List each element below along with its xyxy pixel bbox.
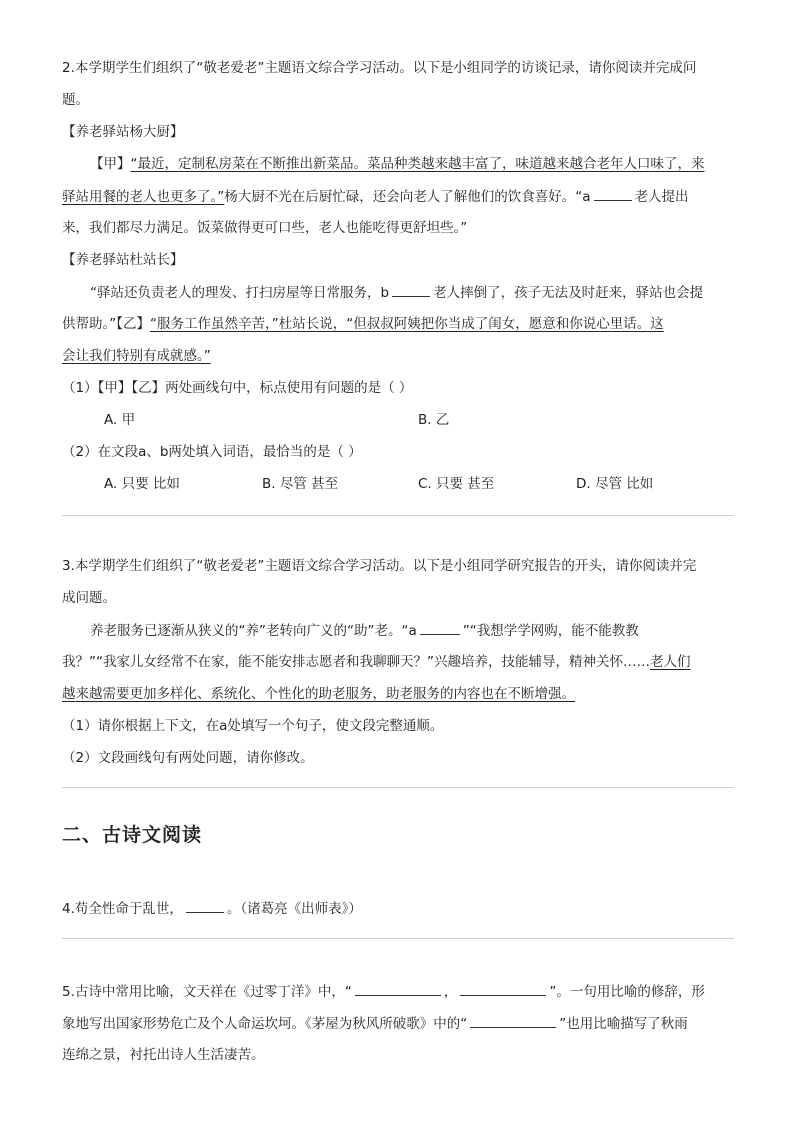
q2-prompt-line2: 题。	[62, 92, 89, 108]
q5-line3: 连绵之景，衬托出诗人生活凄苦。	[62, 1047, 265, 1063]
q5-line1	[62, 981, 705, 1002]
q3-text-a: 养老服务已逐渐从狭义的“养”老转向广义的“助”老。“a	[90, 623, 417, 639]
section-heading: 二、古诗文阅读	[62, 824, 203, 846]
q2-prompt-line1: 2.本学期学生们组织了“敬老爱老”主题语文综合学习活动。以下是小组同学的访谈记录，请你阅读并完成问	[62, 60, 697, 76]
q5-line2	[62, 1013, 688, 1034]
q2-section2-title: 【养老驿站杜站长】	[62, 252, 184, 268]
q2-sub2: （2）在文段a、b两处填入词语，最恰当的是（ ）	[62, 444, 362, 460]
q2-sub1-option-a[interactable]: A. 甲	[104, 412, 136, 428]
divider	[62, 515, 734, 516]
q3-para-line3	[62, 684, 575, 704]
blank-q5-3[interactable]	[470, 1013, 556, 1028]
q5-text-e: ”也用比喻描写了秋雨	[559, 1016, 688, 1032]
q5-text-d: 象地写出国家形势危亡及个人命运坎坷。《茅屋为秋风所破歌》中的“	[62, 1016, 468, 1032]
q4-text-b: 。（诸葛亮《出师表》）	[226, 901, 362, 917]
q2-sub2-option-b[interactable]: B. 尽管 甚至	[262, 476, 339, 492]
q2-sub2-option-c[interactable]: C. 只要 甚至	[418, 476, 495, 492]
q2-sub1: （1）【甲】【乙】两处画线句中，标点使用有问题的是（ ）	[62, 380, 413, 396]
q4-line	[62, 898, 362, 919]
q3-sub2: （2）文段画线句有两处问题，请你修改。	[62, 750, 314, 766]
q2-du-line3	[62, 346, 211, 366]
divider	[62, 938, 734, 939]
q3-para-line1	[90, 620, 639, 641]
q2-section1-title: 【养老驿站杨大厨】	[62, 124, 184, 140]
blank-q5-1[interactable]	[355, 981, 441, 996]
q5-text-c: ”。一句用比喻的修辞，形	[549, 984, 705, 1000]
jia-text: 杨大厨不光在后厨忙碌，还会向老人了解他们的饮食喜好。“a	[224, 189, 591, 205]
q2-jia-line2	[62, 186, 689, 207]
q3-underlined-1: 老人们	[649, 654, 691, 670]
q5-text-b: ，	[443, 984, 458, 1000]
q3-text-b: ”“我想学学网购，能不能教教	[462, 623, 639, 639]
q3-para-line2	[62, 652, 690, 672]
q2-sub2-option-d[interactable]: D. 尽管 比如	[576, 476, 654, 492]
q2-jia-line3: 来，我们都尽力满足。饭菜做得更可口些，老人也能吃得更舒坦些。”	[62, 220, 468, 236]
q3-underlined-2: 越来越需要更加多样化、系统化、个性化的助老服务，助老服务的内容也在不断增强。	[62, 686, 575, 702]
q3-text-c: 我？”“我家儿女经常不在家，能不能安排志愿者和我聊聊天？”兴趣培养，技能辅导，精神关怀……	[62, 654, 650, 670]
du-text-b: 老人摔倒了，孩子无法及时赶来，驿站也会提	[433, 285, 704, 301]
q2-jia-line1	[90, 154, 705, 174]
blank-q5-2[interactable]	[460, 981, 546, 996]
yi-label-text: 供帮助。”【乙】	[62, 316, 150, 332]
q3-sub1: （1）请你根据上下文，在a处填写一个句子，使文段完整通顺。	[62, 718, 444, 734]
jia-underlined-quote-2: 驿站用餐的老人也更多了。”	[62, 189, 225, 205]
jia-label: 【甲】	[90, 156, 131, 172]
q5-text-a: 5.古诗中常用比喻，文天祥在《过零丁洋》中，“	[62, 984, 352, 1000]
q3-prompt-line1: 3.本学期学生们组织了“敬老爱老”主题语文综合学习活动。以下是小组同学研究报告的开头，请你阅读并完	[62, 558, 697, 574]
divider	[62, 787, 734, 788]
q4-text-a: 4.苟全性命于乱世，	[62, 901, 183, 917]
yi-underlined-quote-2: 会让我们特别有成就感。”	[62, 348, 211, 364]
blank-q4[interactable]	[186, 898, 224, 913]
q2-du-line1	[90, 282, 703, 303]
q2-sub2-option-a[interactable]: A. 只要 比如	[104, 476, 180, 492]
q2-sub1-option-b[interactable]: B. 乙	[418, 412, 450, 428]
jia-underlined-quote-1: “最近，定制私房菜在不断推出新菜品。菜品种类越来越丰富了，味道越来越合老年人口味了，来	[130, 156, 705, 172]
q2-du-line2	[62, 314, 664, 334]
jia-text-b: 老人提出	[634, 189, 689, 205]
q3-prompt-line2: 成问题。	[62, 590, 116, 606]
blank-q3-a[interactable]	[420, 620, 460, 635]
du-text-a: “驿站还负责老人的理发、打扫房屋等日常服务，b	[90, 285, 390, 301]
blank-b[interactable]	[392, 282, 430, 297]
yi-underlined-quote-1: “服务工作虽然辛苦，”杜站长说，“但叔叔阿姨把你当成了闺女，愿意和你说心里话。这	[150, 316, 664, 332]
blank-a[interactable]	[594, 186, 632, 201]
